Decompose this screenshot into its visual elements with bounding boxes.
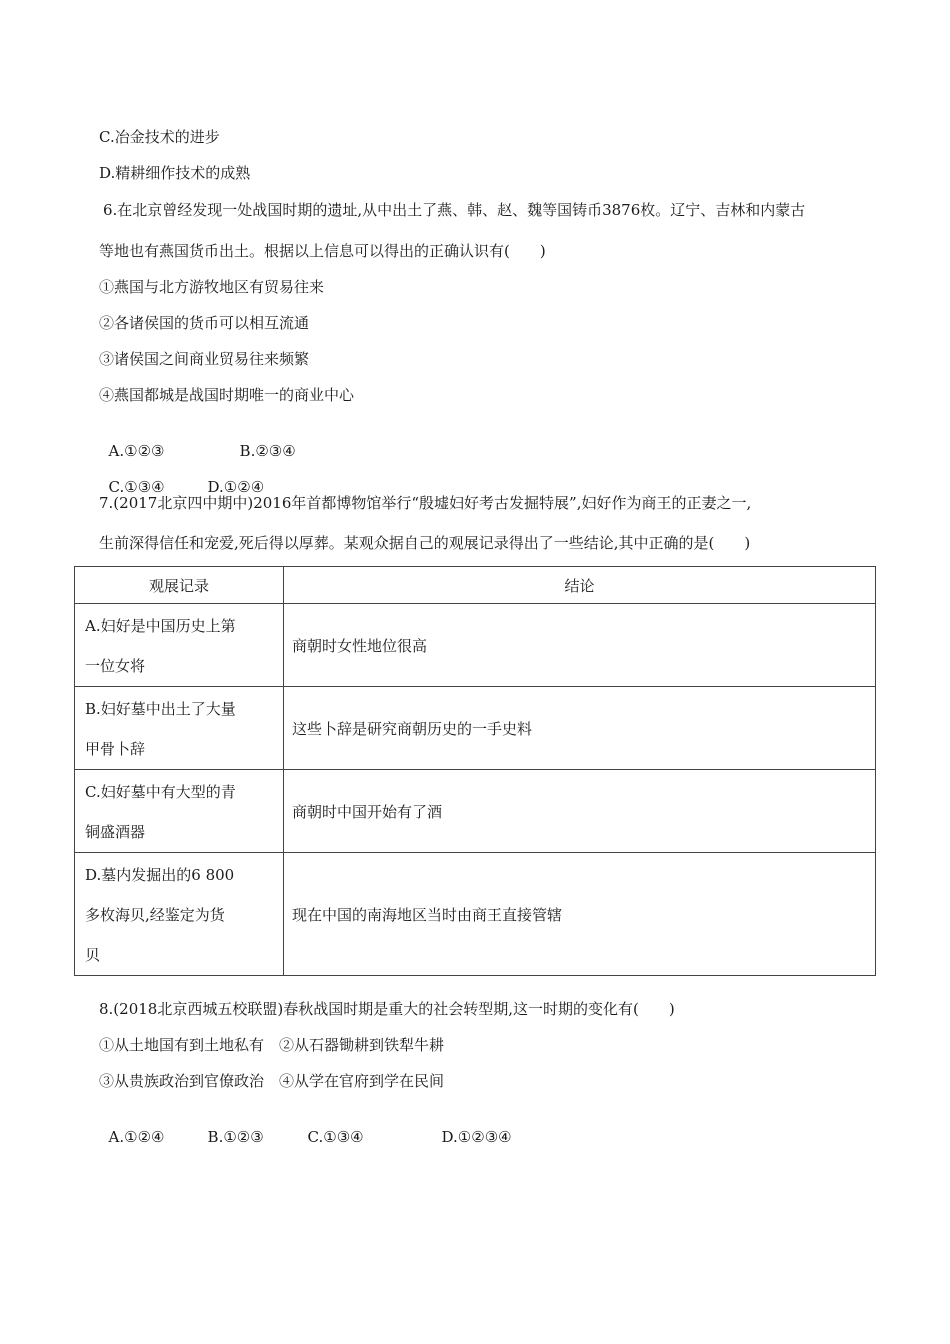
exhibition-record-table xyxy=(74,566,876,976)
record-line: B.妇好墓中出土了大量 xyxy=(85,700,236,718)
table-row xyxy=(75,604,876,687)
q6-item-4: ④燕国都城是战国时期唯一的商业中心 xyxy=(99,386,355,404)
q8-stem: 8.(2018北京西城五校联盟)春秋战国时期是重大的社会转型期,这一时期的变化有( ) xyxy=(99,1000,675,1018)
q8-option-c: C.①③④ xyxy=(307,1128,364,1146)
q8-items-line-2: ③从贵族政治到官僚政治 ④从学在官府到学在民间 xyxy=(99,1072,445,1090)
q7-stem-line-1: 7.(2017北京四中期中)2016年首都博物馆举行“殷墟妇好考古发掘特展”,妇好作为商王的正妻之一, xyxy=(99,494,752,512)
header-record: 观展记录 xyxy=(75,567,284,604)
q6-option-b: B.②③④ xyxy=(239,442,296,460)
table-row xyxy=(75,770,876,853)
conclusion-cell: 现在中国的南海地区当时由商王直接管辖 xyxy=(284,853,876,976)
q5-option-c: C.冶金技术的进步 xyxy=(99,128,220,146)
conclusion-cell: 商朝时女性地位很高 xyxy=(284,604,876,687)
q6-options-row-1 xyxy=(99,421,296,461)
conclusion-cell: 商朝时中国开始有了酒 xyxy=(284,770,876,853)
record-line: 贝 xyxy=(85,946,101,964)
q6-stem-line-2: 等地也有燕国货币出土。根据以上信息可以得出的正确认识有( ) xyxy=(99,242,546,260)
q6-item-1: ①燕国与北方游牧地区有贸易往来 xyxy=(99,278,325,296)
q8-options-row xyxy=(99,1107,512,1147)
record-cell xyxy=(75,853,284,976)
header-conclusion: 结论 xyxy=(284,567,876,604)
conclusion-cell: 这些卜辞是研究商朝历史的一手史料 xyxy=(284,687,876,770)
record-line: 多枚海贝,经鉴定为货 xyxy=(85,906,225,924)
q6-item-3: ③诸侯国之间商业贸易往来频繁 xyxy=(99,350,310,368)
q6-option-a: A.①②③ xyxy=(108,442,165,460)
record-line: A.妇好是中国历史上第 xyxy=(85,617,236,635)
table-row xyxy=(75,853,876,976)
table-row xyxy=(75,687,876,770)
q6-option-c: C.①③④ xyxy=(108,478,165,496)
q6-item-2: ②各诸侯国的货币可以相互流通 xyxy=(99,314,310,332)
record-line: D.墓内发掘出的6 800 xyxy=(85,866,235,884)
q6-option-d: D.①②④ xyxy=(207,478,265,496)
record-line: 甲骨卜辞 xyxy=(85,740,146,758)
q8-items-line-1: ①从土地国有到土地私有 ②从石器锄耕到铁犁牛耕 xyxy=(99,1036,445,1054)
record-cell xyxy=(75,604,284,687)
record-line: 一位女将 xyxy=(85,657,146,675)
record-cell xyxy=(75,687,284,770)
q6-options-row-2 xyxy=(99,457,264,497)
table-header-row xyxy=(75,567,876,604)
q5-option-d: D.精耕细作技术的成熟 xyxy=(99,164,251,182)
q8-option-a: A.①②④ xyxy=(108,1128,165,1146)
record-line: 铜盛酒器 xyxy=(85,823,146,841)
q7-stem-line-2: 生前深得信任和宠爱,死后得以厚葬。某观众据自己的观展记录得出了一些结论,其中正确的是( ) xyxy=(99,534,751,552)
record-cell xyxy=(75,770,284,853)
q6-stem-line-1: 6.在北京曾经发现一处战国时期的遗址,从中出土了燕、韩、赵、魏等国铸币3876枚。辽宁、吉林和内蒙古 xyxy=(103,201,806,219)
q8-option-b: B.①②③ xyxy=(207,1128,264,1146)
q8-option-d: D.①②③④ xyxy=(441,1128,512,1146)
record-line: C.妇好墓中有大型的青 xyxy=(85,783,236,801)
